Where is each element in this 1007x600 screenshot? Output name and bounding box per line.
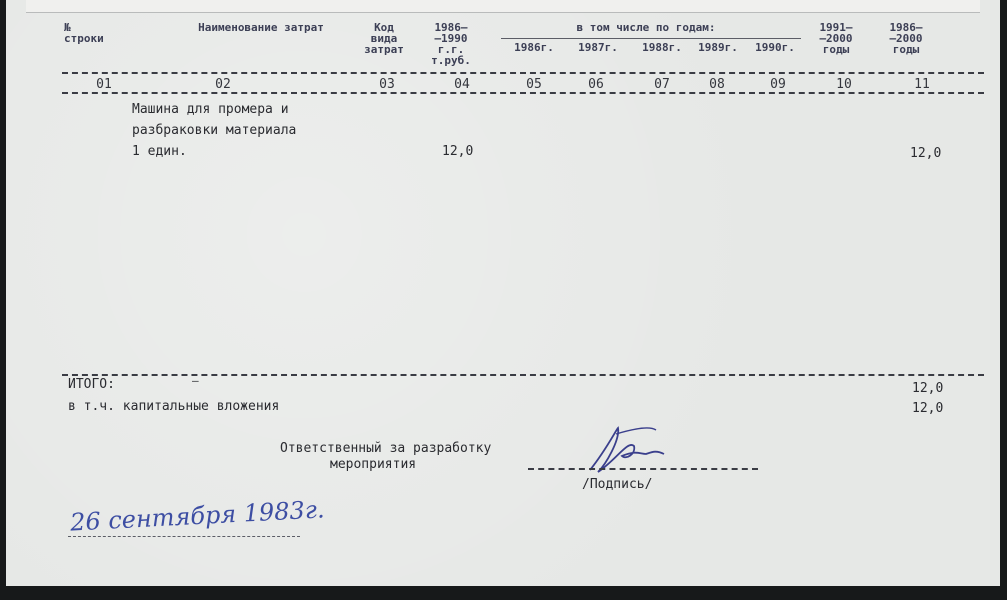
handwritten-date: 26 сентября 1983г. — [69, 495, 326, 537]
column-number-11: 11 — [914, 77, 930, 92]
value-1986-2000: 12,0 — [910, 146, 942, 161]
capital-investments-value: 12,0 — [912, 401, 944, 416]
column-number-09: 09 — [770, 77, 786, 92]
cost-item-line-3: 1 един. — [132, 144, 187, 159]
header-year-1986: 1986г. — [514, 41, 554, 54]
column-number-03: 03 — [379, 77, 395, 92]
responsible-line-2: мероприятия — [330, 457, 417, 472]
value-1986-1990: 12,0 — [442, 144, 474, 159]
header-by-years-label: в том числе по годам: — [576, 21, 716, 34]
signature-line — [528, 468, 758, 470]
header-year-1988: 1988г. — [642, 41, 682, 54]
totals-top-rule — [62, 374, 984, 376]
column-number-02: 02 — [215, 77, 231, 92]
column-number-04: 04 — [454, 77, 470, 92]
column-number-10: 10 — [836, 77, 852, 92]
signature-caption: /Подпись/ — [582, 477, 653, 492]
totals-value: 12,0 — [912, 381, 944, 396]
header-1991-2000: 1991– –2000 годы — [819, 21, 853, 56]
header-cost-name: Наименование затрат — [198, 21, 324, 34]
column-number-07: 07 — [654, 77, 670, 92]
header-row-number: № строки — [64, 21, 104, 45]
previous-sheet-edge — [26, 0, 980, 13]
column-number-01: 01 — [96, 77, 112, 92]
cost-item-line-2: разбраковки материала — [132, 123, 297, 138]
date-underline — [68, 536, 300, 537]
header-bottom-rule — [62, 72, 984, 74]
header-cost-code: Код вида затрат — [364, 21, 404, 56]
header-year-1987: 1987г. — [578, 41, 618, 54]
cost-item-line-1: Машина для промера и — [132, 102, 289, 117]
header-year-1990: 1990г. — [755, 41, 795, 54]
column-number-08: 08 — [709, 77, 725, 92]
capital-investments-label: в т.ч. капитальные вложения — [68, 399, 280, 414]
header-total-1986-1990: 1986– –1990 г.г. т.руб. — [431, 21, 471, 67]
totals-label: ИТОГО: — [68, 377, 115, 392]
responsible-line-1: Ответственный за разработку — [280, 441, 492, 456]
column-number-05: 05 — [526, 77, 542, 92]
header-1986-2000: 1986– –2000 годы — [889, 21, 923, 56]
signature — [576, 420, 696, 480]
totals-dash: – — [192, 374, 199, 387]
header-year-1989: 1989г. — [698, 41, 738, 54]
column-numbers-bottom-rule — [62, 92, 984, 94]
header-years-divider — [501, 38, 801, 39]
document-page — [6, 0, 1000, 586]
column-number-06: 06 — [588, 77, 604, 92]
